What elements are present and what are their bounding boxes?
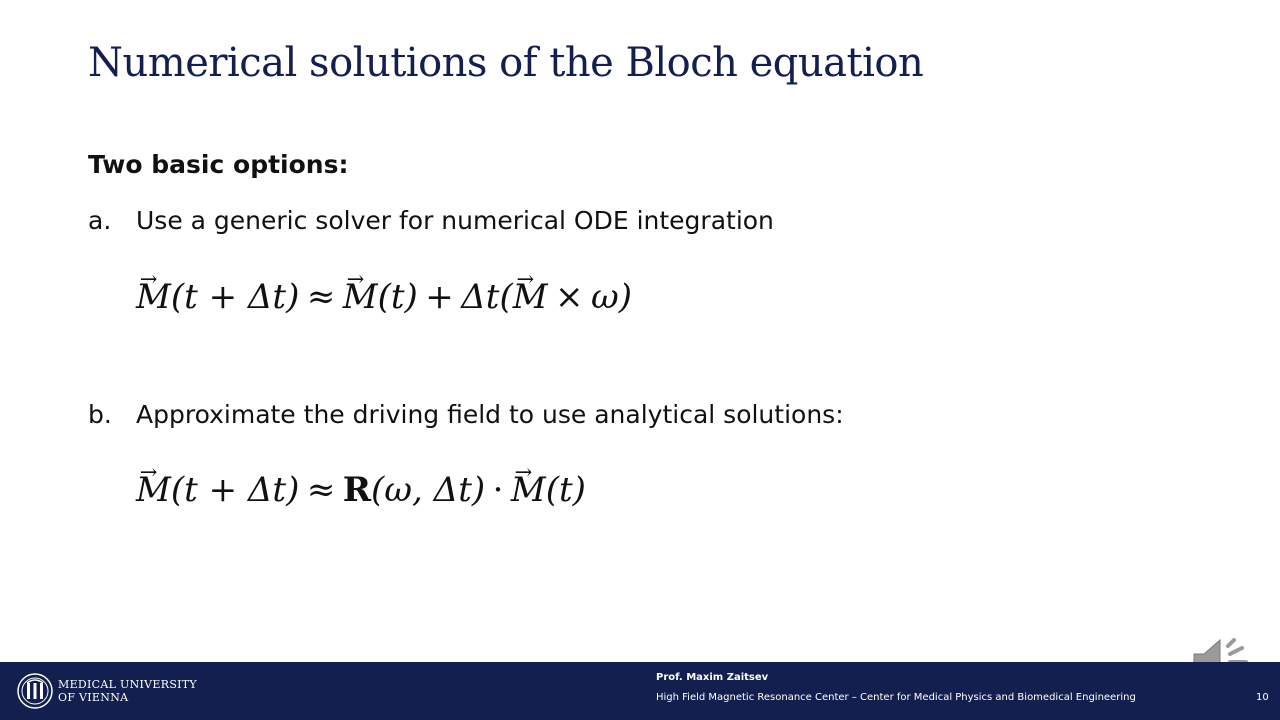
vector-m: → M [136,277,171,317]
equation-rotation [136,470,586,510]
option-a-marker: a. [88,206,112,235]
option-a [88,206,774,235]
option-a-text: Use a generic solver for numerical ODE integration [136,206,774,235]
subheading: Two basic options: [88,150,349,179]
footer-bar [0,662,1280,720]
vector-m: → M [343,277,378,317]
equation-rhs-args: (t) [377,277,418,317]
omega: ω) [591,277,632,317]
option-b-marker: b. [88,400,112,429]
university-name-line1: MEDICAL UNIVERSITY [58,678,197,691]
option-b [88,400,844,429]
author-name: Prof. Maxim Zaitsev [656,672,769,683]
slide-title: Numerical solutions of the Bloch equation [88,40,924,86]
approx-symbol: ≈ [306,277,336,317]
vector-m: → M [511,470,546,510]
affiliation: High Field Magnetic Resonance Center – Center for Medical Physics and Biomedical Engineering [656,692,1136,703]
cross-symbol: × [555,277,584,317]
delta-t: Δt( [461,277,513,317]
plus-symbol: + [425,277,454,317]
university-logo [16,672,54,710]
university-name [58,678,197,704]
equation-rhs-args: (t) [545,470,586,510]
vector-m: → M [136,470,171,510]
rotation-matrix: R [342,470,372,510]
rotation-args: (ω, Δt) [371,470,486,510]
vector-m: → M [513,277,548,317]
option-b-text: Approximate the driving field to use analytical solutions: [136,400,844,429]
university-name-line2: OF VIENNA [58,691,129,704]
equation-euler [136,277,632,317]
approx-symbol: ≈ [306,470,336,510]
page-number: 10 [1256,692,1269,703]
equation-lhs-args: (t + Δt) [170,277,300,317]
dot-symbol: · [492,470,504,510]
equation-lhs-args: (t + Δt) [170,470,300,510]
